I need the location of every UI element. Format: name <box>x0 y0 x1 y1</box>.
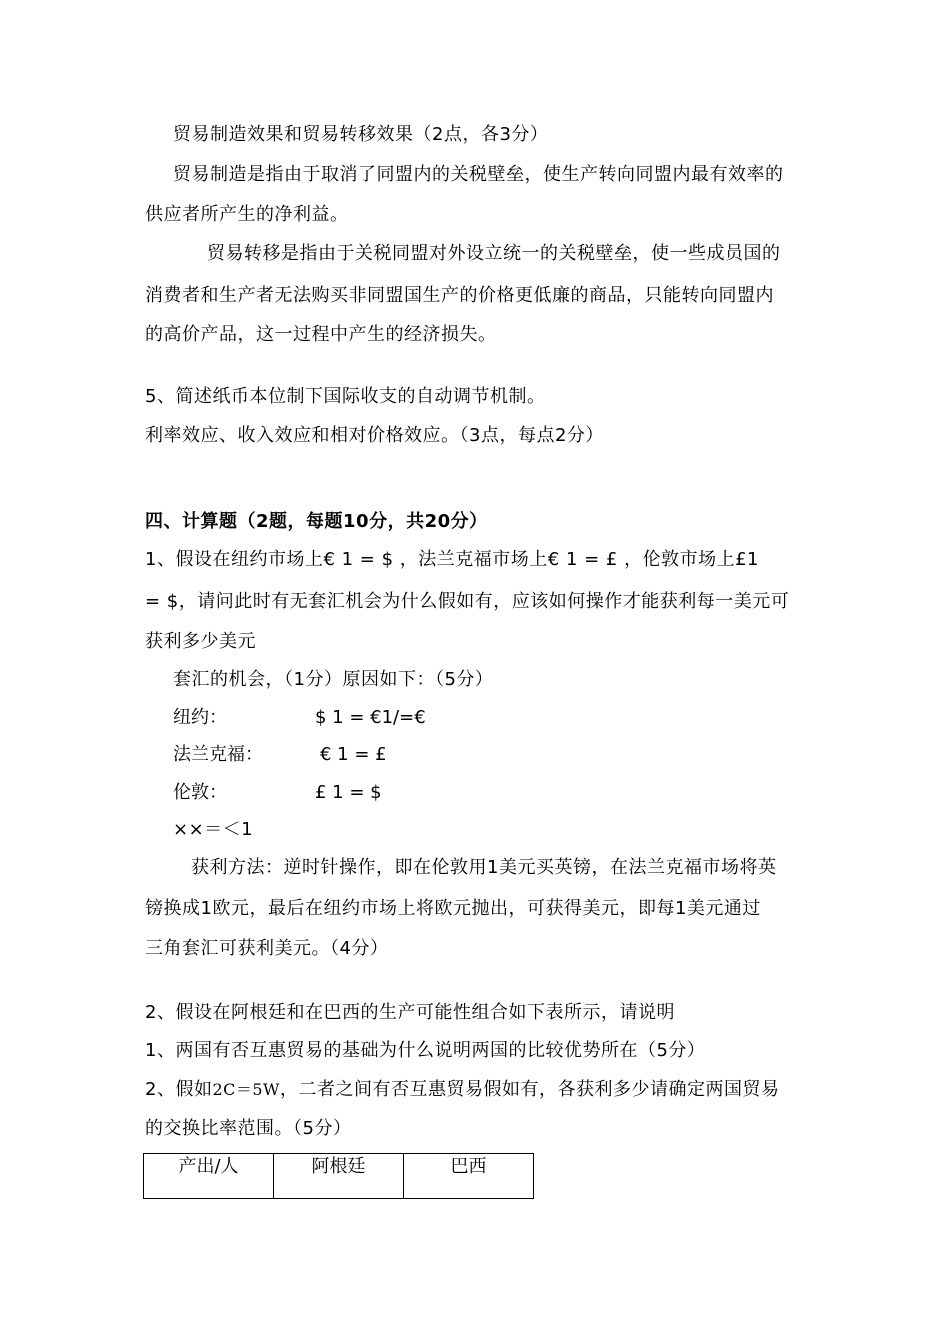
paragraph-line: 供应者所产生的净利益。 <box>145 204 349 225</box>
formula-line: ××＝＜1 <box>173 819 254 840</box>
text-segment: ，二者之间有否互惠贸易假如有，各获利多少请确定两国贸易 <box>280 1079 780 1100</box>
rate-row-newyork <box>173 709 426 727</box>
rate-row-frankfurt <box>173 746 387 764</box>
text-segment: 2、假如 <box>145 1079 213 1100</box>
question-line: 2、假设在阿根廷和在巴西的生产可能性组合如下表所示，请说明 <box>145 1002 675 1023</box>
paragraph-line: 贸易制造效果和贸易转移效果（2点，各3分） <box>173 124 549 145</box>
answer-line: 镑换成1欧元，最后在纽约市场上将欧元抛出，可获得美元，即每1美元通过 <box>145 898 761 919</box>
question-line: = $，请问此时有无套汇机会为什么假如有，应该如何操作才能获利每一美元可 <box>145 591 790 612</box>
table-header-row <box>144 1154 534 1199</box>
paragraph-line: 贸易转移是指由于关税同盟对外设立统一的关税壁垒，使一些成员国的 <box>207 243 781 264</box>
rate-label: 纽约： <box>173 707 227 728</box>
question-line: 获利多少美元 <box>145 631 256 652</box>
text-segment: 2C＝5W <box>212 1080 281 1099</box>
answer-line: 三角套汇可获利美元。（4分） <box>145 938 389 959</box>
answer-line: 获利方法：逆时针操作，即在伦敦用1美元买英镑，在法兰克福市场将英 <box>191 857 777 878</box>
rate-value: $ 1 = €1/=€ <box>315 707 426 728</box>
rate-label: 伦敦： <box>173 782 227 803</box>
question-line: 1、假设在纽约市场上€ 1 = $ ，法兰克福市场上€ 1 = £ ，伦敦市场上£1 <box>145 549 760 570</box>
question-line: 的交换比率范围。（5分） <box>145 1118 352 1139</box>
table-header-cell: 巴西 <box>404 1154 534 1199</box>
production-table <box>143 1153 534 1199</box>
paragraph-line: 的高价产品，这一过程中产生的经济损失。 <box>145 324 497 345</box>
answer-line: 套汇的机会，（1分）原因如下：（5分） <box>173 669 494 690</box>
paragraph-line: 消费者和生产者无法购买非同盟国生产的价格更低廉的商品，只能转向同盟内 <box>145 285 774 306</box>
rate-label: 法兰克福： <box>173 744 263 765</box>
rate-row-london <box>173 784 382 802</box>
question-line <box>145 1081 780 1099</box>
table-header-cell: 产出/人 <box>144 1154 274 1199</box>
question-line: 1、两国有否互惠贸易的基础为什么说明两国的比较优势所在（5分） <box>145 1040 706 1061</box>
section-heading: 四、计算题（2题，每题10分，共20分） <box>145 511 488 532</box>
table-header-cell: 阿根廷 <box>274 1154 404 1199</box>
question-heading: 5、简述纸币本位制下国际收支的自动调节机制。 <box>145 386 546 407</box>
paragraph-line: 贸易制造是指由于取消了同盟内的关税壁垒，使生产转向同盟内最有效率的 <box>173 164 784 185</box>
rate-value: € 1 = £ <box>320 744 387 765</box>
answer-line: 利率效应、收入效应和相对价格效应。（3点，每点2分） <box>145 425 604 446</box>
rate-value: £ 1 = $ <box>315 782 382 803</box>
